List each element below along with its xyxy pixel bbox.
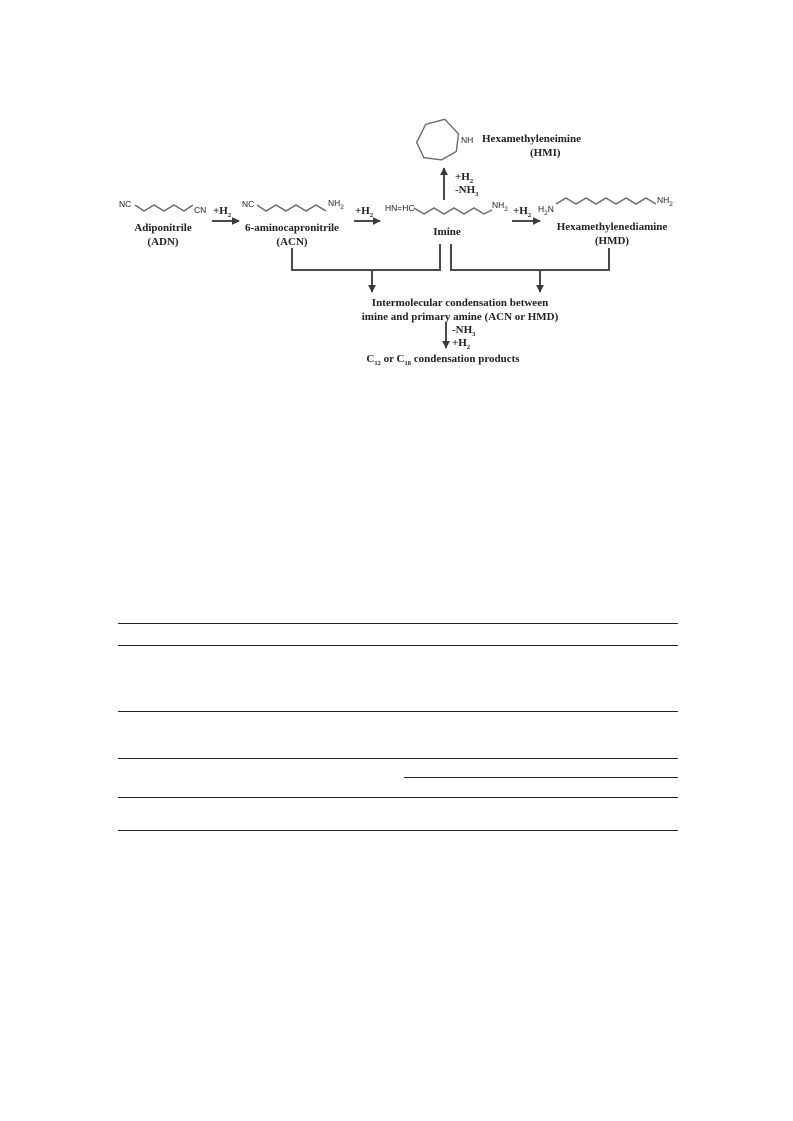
adn-nc-group: NC xyxy=(119,199,132,209)
acn-nc-group: NC xyxy=(242,199,255,209)
hmd-structure xyxy=(538,195,673,217)
arrow2-h2-label: $+H_2$ xyxy=(355,205,374,219)
acn-nh2-group: $NH_2$ xyxy=(328,198,344,211)
adn-abbr: (ADN) xyxy=(147,236,179,248)
imine-structure xyxy=(385,200,508,214)
hmd-nh2-group: $NH_2$ xyxy=(657,195,673,208)
imine-name: Imine xyxy=(433,226,461,238)
hmi-nh-atom: NH xyxy=(461,135,474,145)
hmi-h2-label: $+H_2$ xyxy=(455,171,474,185)
adn-structure xyxy=(119,199,206,215)
adn-name: Adiponitrile xyxy=(134,222,192,234)
imine-hnhc-group: HN=HC xyxy=(385,203,415,213)
acn-name: 6-aminocapronitrile xyxy=(245,222,339,234)
imine-nh2-group: $NH_2$ xyxy=(492,200,508,213)
table-partial-rule xyxy=(404,777,678,778)
hmi-abbr: (HMI) xyxy=(530,147,561,159)
products-label: $C_{12}$ or $C_{18}$ condensation products xyxy=(366,353,520,367)
hmi-name: Hexamethyleneimine xyxy=(482,133,581,145)
hmi-nh3-label: $-NH_3$ xyxy=(455,184,479,198)
products-nh3-label: $-NH_3$ xyxy=(452,324,476,338)
connector-imine-hmd xyxy=(451,244,609,270)
hmd-name: Hexamethylenediamine xyxy=(556,221,668,233)
table-bottom-rule xyxy=(118,830,678,831)
products-h2-label: $+H_2$ xyxy=(452,337,471,351)
table-row-rule-1 xyxy=(118,711,678,712)
arrow3-h2-label: $+H_2$ xyxy=(513,205,532,219)
adn-cn-group: CN xyxy=(194,205,207,215)
hmd-h2n-group: $H_2N$ xyxy=(538,204,554,217)
condensation-line-1: Intermolecular condensation between xyxy=(371,297,549,309)
table-row-rule-2 xyxy=(118,758,678,759)
table-header-rule xyxy=(118,645,678,646)
arrow1-h2-label: $+H_2$ xyxy=(213,205,232,219)
hmd-abbr: (HMD) xyxy=(594,235,630,247)
condensation-line-2: imine and primary amine (ACN or HMD) xyxy=(361,311,559,323)
hmi-ring-structure xyxy=(417,119,474,160)
acn-structure xyxy=(242,198,344,211)
table-row-rule-3 xyxy=(118,797,678,798)
acn-abbr: (ACN) xyxy=(276,236,308,248)
table-top-rule xyxy=(118,623,678,624)
reaction-scheme xyxy=(0,0,793,400)
connector-acn-imine xyxy=(292,244,440,270)
